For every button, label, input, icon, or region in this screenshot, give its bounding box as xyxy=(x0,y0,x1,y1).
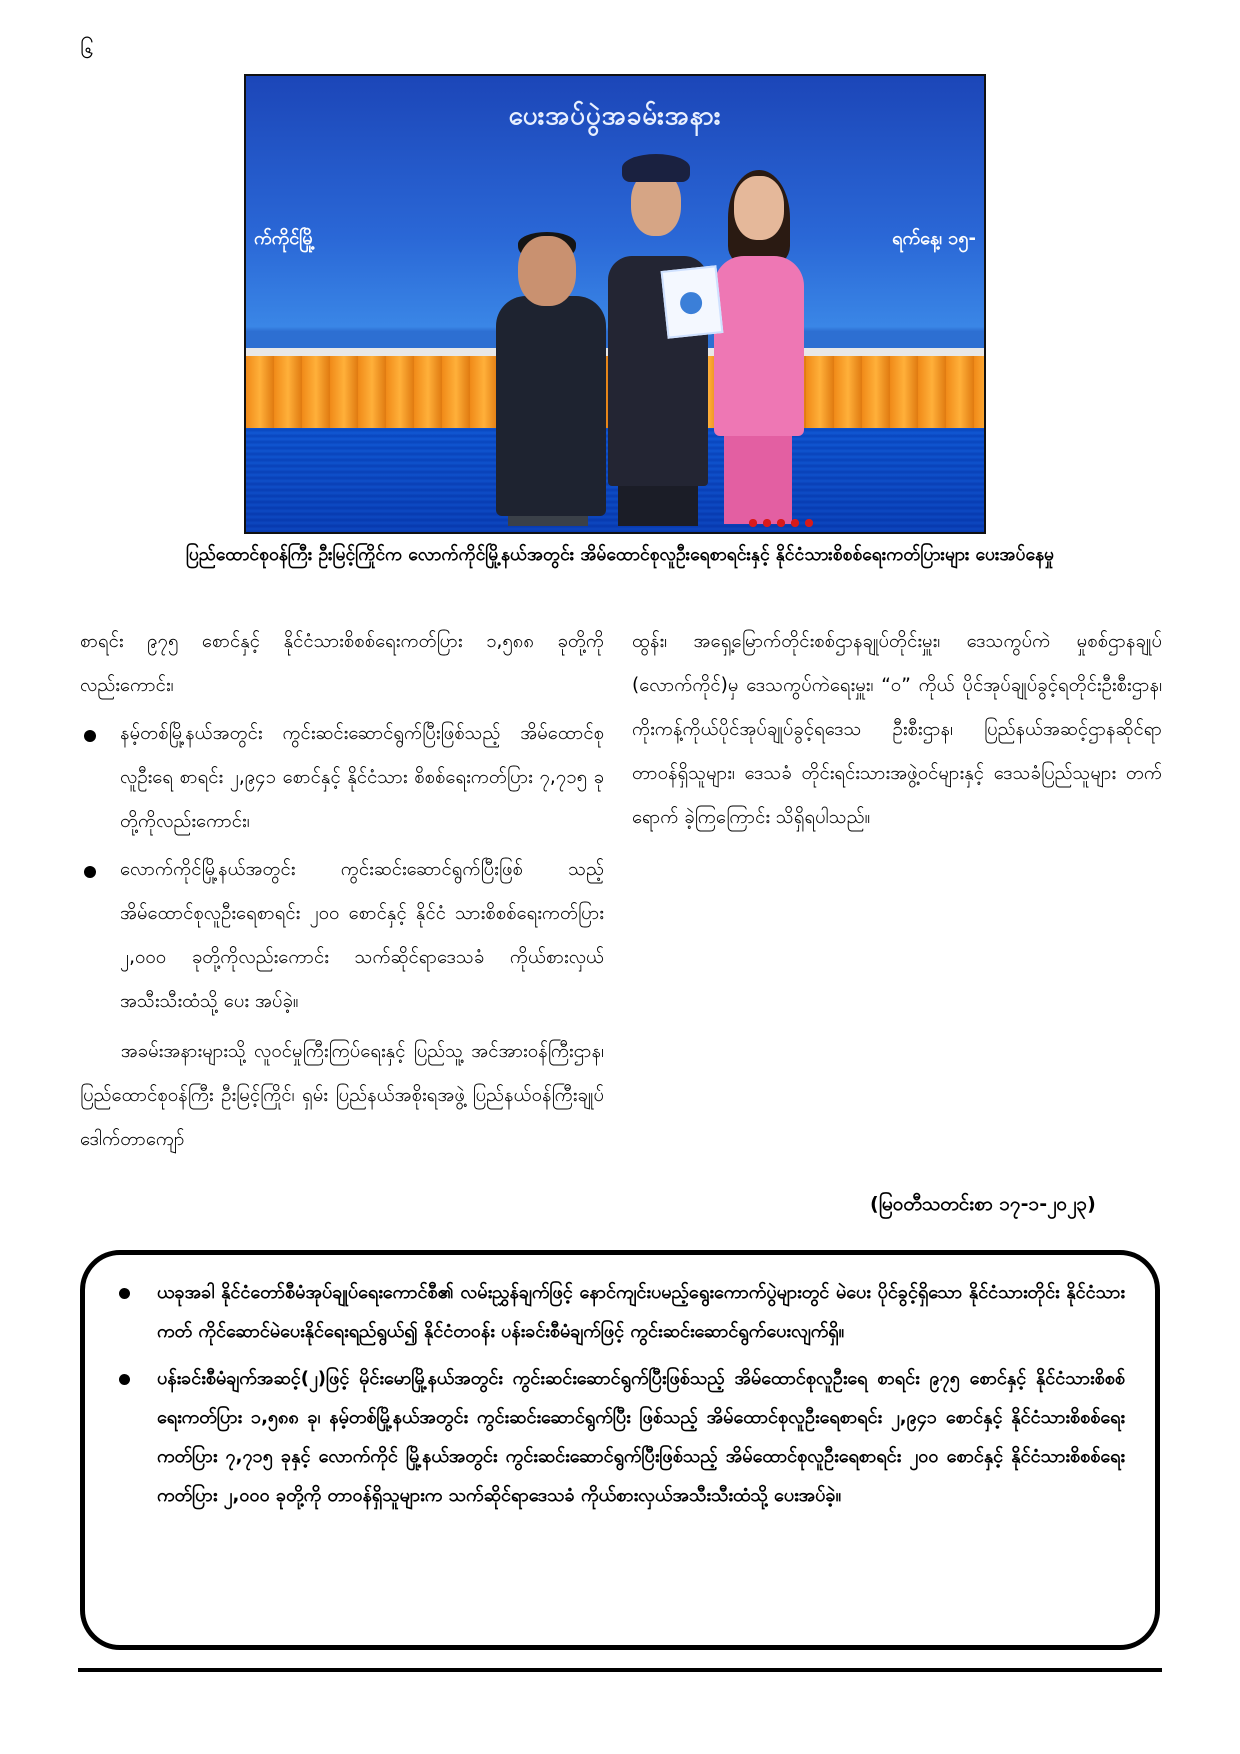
source-citation: (မြဝတီသတင်းစာ ၁၇-၁-၂၀၂၃) xyxy=(870,1193,1096,1215)
left-closing-paragraph: အခမ်းအနားများသို့ လူဝင်မှုကြီးကြပ်ရေးနှင့် ပြည်သူ့ အင်အားဝန်ကြီးဌာန၊ ပြည်ထောင်စုဝန်ကြီး ဦးမြင့်ကြိုင်၊ ရှမ်း ပြည်နယ်အစိုးရအဖွဲ့ ပြည်နယ်ဝန်ကြီးချုပ် ဒေါက်တာကျော် xyxy=(80,1041,604,1150)
left-bullet-list xyxy=(80,712,604,1024)
roses-decoration xyxy=(746,516,816,530)
left-intro-paragraph: စာရင်း ၉၇၅ စောင်နှင့် နိုင်ငံသားစိစစ်ရေးကတ်ပြား ၁,၅၈၈ ခုတို့ကိုလည်းကောင်း၊ xyxy=(80,631,604,696)
summary-box xyxy=(80,1250,1160,1650)
photo-caption: ပြည်ထောင်စုဝန်ကြီး ဦးမြင့်ကြိုင်က လောက်ကိုင်မြို့နယ်အတွင်း အိမ်ထောင်စုလူဦးရေစာရင်းနှင့် နိုင်ငံသားစိစစ်ရေးကတ်ပြားများ ပေးအပ်နေမှု xyxy=(185,545,1055,565)
list-item: ယခုအခါ နိုင်ငံတော်စီမံအုပ်ချုပ်ရေးကောင်စီ၏ လမ်းညွှန်ချက်ဖြင့် နောင်ကျင်းပမည့်ရွေးကောက်ပွဲများတွင် မဲပေး ပိုင်ခွင့်ရှိသော နိုင်ငံသားတိုင်း နိုင်ငံသားကတ် ကိုင်ဆောင်မဲပေးနိုင်ရေးရည်ရွယ်၍ နိုင်ငံတဝန်း ပန်းခင်းစီမံချက်ဖြင့် ကွင်းဆင်းဆောင်ရွက်ပေးလျက်ရှိ။ xyxy=(115,1273,1125,1351)
list-item: လောက်ကိုင်မြို့နယ်အတွင်း ကွင်းဆင်းဆောင်ရွက်ပြီးဖြစ် သည့် အိမ်ထောင်စုလူဦးရေစာရင်း ၂၀၀ စောင်နှင့် နိုင်ငံ သားစိစစ်ရေးကတ်ပြား ၂,၀၀၀ ခုတို့ကိုလည်းကောင်း သက်ဆိုင်ရာဒေသခံ ကိုယ်စားလှယ်အသီးသီးထံသို့ ပေး အပ်ခဲ့။ xyxy=(80,848,604,1024)
woman-head xyxy=(734,176,784,240)
woman-figure xyxy=(714,256,804,436)
banner-text-left: က်ကိုင်မြို့ xyxy=(254,228,316,249)
banner-text-right: ရက်နေ့၊ ၁၅- xyxy=(892,228,976,249)
list-item: ပန်းခင်းစီမံချက်အဆင့်(၂)ဖြင့် မိုင်းမောမြို့နယ်အတွင်း ကွင်းဆင်းဆောင်ရွက်ပြီးဖြစ်သည့် အိမ်ထောင်စုလူဦးရေ စာရင်း ၉၇၅ စောင်နှင့် နိုင်ငံသားစိစစ်ရေးကတ်ပြား ၁,၅၈၈ ခု၊ နမ့်တစ်မြို့နယ်အတွင်း ကွင်းဆင်းဆောင်ရွက်ပြီး ဖြစ်သည့် အိမ်ထောင်စုလူဦးရေစာရင်း ၂,၉၄၁ စောင်နှင့် နိုင်ငံသားစိစစ်ရေးကတ်ပြား ၇,၇၁၅ ခုနှင့် လောက်ကိုင် မြို့နယ်အတွင်း ကွင်းဆင်းဆောင်ရွက်ပြီးဖြစ်သည့် အိမ်ထောင်စုလူဦးရေစာရင်း ၂၀၀ စောင်နှင့် နိုင်ငံသားစိစစ်ရေး ကတ်ပြား ၂,၀၀၀ ခုတို့ကို တာဝန်ရှိသူများက သက်ဆိုင်ရာဒေသခံ ကိုယ်စားလှယ်အသီးသီးထံသို့ ပေးအပ်ခဲ့။ xyxy=(115,1359,1125,1515)
official-head xyxy=(518,236,576,306)
banner-title: ပေးအပ်ပွဲအခမ်းအနား xyxy=(508,101,722,131)
footer-divider xyxy=(78,1668,1162,1672)
citizenship-card-icon xyxy=(661,265,724,338)
left-column xyxy=(80,620,604,1162)
official-figure xyxy=(496,296,606,516)
ceremony-photo xyxy=(244,74,986,534)
page-number: ၆ xyxy=(80,36,94,64)
summary-list xyxy=(115,1273,1125,1515)
right-paragraph: ထွန်း၊ အရှေ့မြောက်တိုင်းစစ်ဌာနချုပ်တိုင်းမှူး၊ ဒေသကွပ်ကဲ မှုစစ်ဌာနချုပ် (လောက်ကိုင်)မှ ဒေသကွပ်ကဲရေးမှူး၊ “ဝ” ကိုယ် ပိုင်အုပ်ချုပ်ခွင့်ရတိုင်းဦးစီးဌာန၊ ကိုးကန့်ကိုယ်ပိုင်အုပ်ချုပ်ခွင့်ရဒေသ ဦးစီးဌာန၊ ပြည်နယ်အဆင့်ဌာနဆိုင်ရာ တာဝန်ရှိသူများ၊ ဒေသခံ တိုင်းရင်းသားအဖွဲ့ဝင်များနှင့် ဒေသခံပြည်သူများ တက်ရောက် ခဲ့ကြကြောင်း သိရှိရပါသည်။ xyxy=(632,631,1162,828)
right-column xyxy=(632,620,1162,840)
list-item: နမ့်တစ်မြို့နယ်အတွင်း ကွင်းဆင်းဆောင်ရွက်ပြီးဖြစ်သည့် အိမ်ထောင်စုလူဦးရေ စာရင်း ၂,၉၄၁ စောင်နှင့် နိုင်ငံသား စိစစ်ရေးကတ်ပြား ၇,၇၁၅ ခုတို့ကိုလည်းကောင်း၊ xyxy=(80,712,604,844)
officer-cap xyxy=(622,154,690,182)
